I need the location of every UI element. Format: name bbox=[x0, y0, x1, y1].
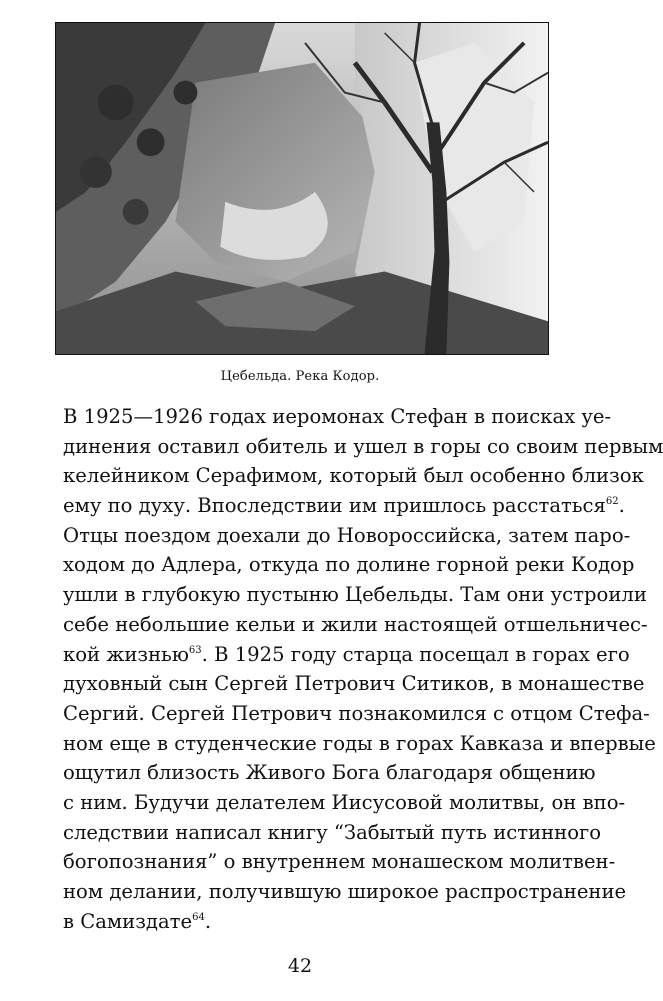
text-line: с ним. Будучи делателем Иисусовой молитвы, он впо- bbox=[63, 790, 626, 814]
page-number: 42 bbox=[287, 955, 313, 977]
footnote-ref[interactable]: 63 bbox=[188, 644, 202, 656]
photo-caption: Цебельда. Река Кодор. bbox=[220, 369, 380, 384]
text-line: богопознания” о внутреннем монашеском молитвен- bbox=[63, 850, 616, 874]
text-line: Сергий. Сергей Петрович познакомился с отцом Стефа- bbox=[63, 701, 650, 725]
text-line: динения оставил обитель и ушел в горы со своим первым bbox=[63, 434, 663, 458]
text-line: келейником Серафимом, который был особенно близок bbox=[63, 464, 644, 488]
text-line: в Самиздате$^{64}$. bbox=[63, 909, 212, 933]
footnote-ref[interactable]: 62 bbox=[605, 496, 619, 508]
text-line: ходом до Адлера, откуда по долине горной реки Кодор bbox=[63, 553, 635, 577]
river-valley-photo bbox=[55, 22, 549, 355]
footnote-ref[interactable]: 64 bbox=[192, 911, 205, 923]
text-line: ушли в глубокую пустыню Цебельды. Там они устроили bbox=[63, 583, 647, 607]
text-line: кой жизнью$^{63}$. В 1925 году старца посещал в горах его bbox=[63, 642, 630, 666]
text-line: ном еще в студенческие годы в горах Кавказа и впервые bbox=[63, 731, 656, 755]
text-line: духовный сын Сергей Петрович Ситиков, в монашестве bbox=[63, 672, 645, 696]
text-line: следствии написал книгу “Забытый путь истинного bbox=[63, 820, 602, 844]
text-line: ном делании, получившую широкое распространение bbox=[63, 880, 627, 903]
text-line: ему по духу. Впоследствии им пришлось расстаться$^{62}$. bbox=[63, 494, 625, 518]
text-line: В 1925—1926 годах иеромонах Стефан в поисках уе- bbox=[63, 405, 612, 428]
text-line: себе небольшие кельи и жили настоящей отшельничес- bbox=[63, 612, 648, 636]
main-paragraph bbox=[63, 402, 663, 936]
text-line: Отцы поездом доехали до Новороссийска, затем паро- bbox=[63, 523, 631, 547]
text-line: ощутил близость Живого Бога благодаря общению bbox=[63, 761, 596, 785]
